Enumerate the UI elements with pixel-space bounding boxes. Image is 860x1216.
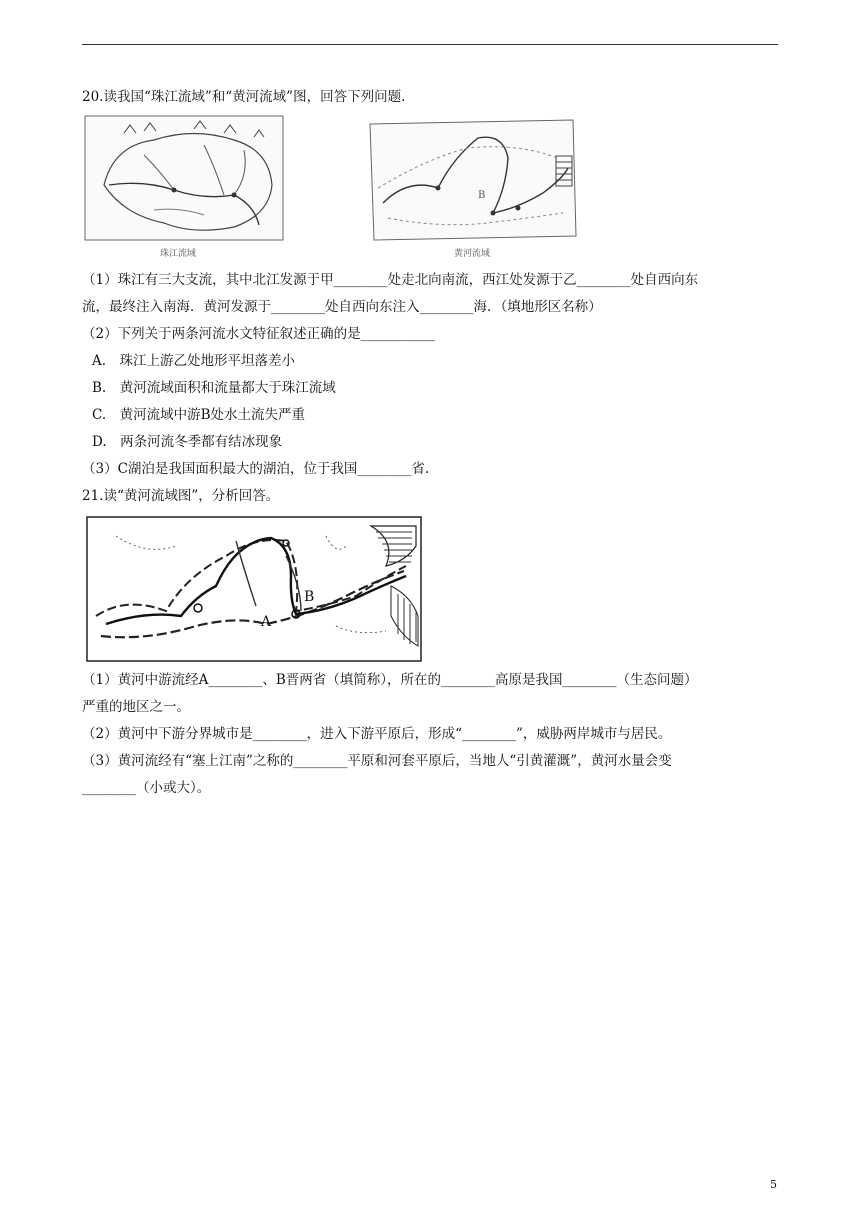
- q20-option-c: C. 黄河流域中游B处水土流失严重: [92, 407, 306, 423]
- q21-part3-line2: ________（小或大）。: [82, 780, 211, 796]
- yellow-river-map: [368, 118, 578, 264]
- header-rule: [82, 44, 778, 45]
- q21-map-label-a: A: [261, 614, 272, 630]
- q21-part2: （2）黄河中下游分界城市是________，进入下游平原后，形成“________”，威胁两岸城市与居民。: [82, 726, 672, 742]
- pearl-river-map-caption: 珠江流域: [160, 249, 197, 259]
- yellow-river-map-label-b: B: [478, 190, 486, 201]
- q21-stem: 21.读“黄河流域图”，分析回答。: [82, 488, 280, 504]
- q21-part3-line1: （3）黄河流经有“塞上江南”之称的________平原和河套平原后，当地人“引黄灌溉”，黄河水量会变: [82, 753, 672, 769]
- page-number: 5: [770, 1178, 777, 1191]
- q21-part1-line1: （1）黄河中游流经A________、B晋两省（填简称），所在的________高原是我国________（生态问题）: [82, 672, 698, 688]
- q20-option-b: B. 黄河流域面积和流量都大于珠江流域: [92, 380, 336, 396]
- q21-part1-line2: 严重的地区之一。: [82, 699, 190, 715]
- q21-yellow-river-map: [86, 516, 422, 662]
- yellow-river-map-caption: 黄河流域: [454, 249, 491, 259]
- q20-part3: （3）C湖泊是我国面积最大的湖泊，位于我国________省.: [82, 461, 430, 477]
- q20-stem: 20.读我国“珠江流域”和“黄河流域”图，回答下列问题.: [82, 89, 406, 105]
- q20-part1-line2: 流，最终注入南海．黄河发源于________处自西向东注入________海．（填地形区名称）: [82, 299, 602, 315]
- pearl-river-map: [84, 115, 284, 261]
- q21-map-label-b: B: [304, 589, 315, 605]
- q20-option-d: D. 两条河流冬季都有结冰现象: [92, 434, 283, 450]
- q20-part2-stem: （2）下列关于两条河流水文特征叙述正确的是___________: [82, 326, 435, 342]
- q20-option-a: A. 珠江上游乙处地形平坦落差小: [92, 353, 296, 369]
- q20-part1-line1: （1）珠江有三大支流，其中北江发源于甲________处走北向南流，西江处发源于乙________处自西向东: [82, 272, 699, 288]
